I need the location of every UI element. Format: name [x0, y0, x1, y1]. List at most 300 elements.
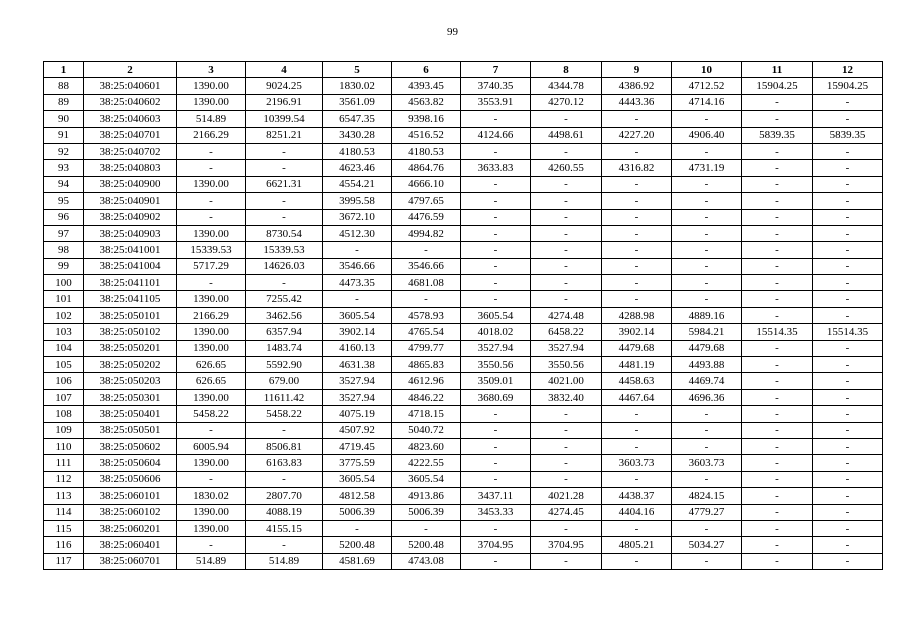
table-cell-col-10: 4479.68: [672, 340, 742, 356]
table-cell-col-10: -: [672, 193, 742, 209]
table-cell-col-8: -: [531, 438, 602, 454]
table-cell-col-12: -: [813, 275, 883, 291]
table-cell-col-3: 1390.00: [177, 389, 246, 405]
table-cell-col-12: -: [813, 488, 883, 504]
table-cell-col-4: 514.89: [246, 553, 323, 569]
table-cell-col-3: 1390.00: [177, 176, 246, 192]
table-row: [44, 275, 883, 291]
table-cell-col-9: -: [602, 438, 672, 454]
table-cell-col-8: -: [531, 258, 602, 274]
table-cell-col-10: 5034.27: [672, 537, 742, 553]
table-cell-col-7: 3704.95: [461, 537, 531, 553]
table-row: [44, 324, 883, 340]
table-cell-col-12: -: [813, 373, 883, 389]
table-cell-col-2: 38:25:050401: [84, 406, 177, 422]
table-row: [44, 504, 883, 520]
table-cell-col-2: 38:25:040903: [84, 225, 177, 241]
table-cell-col-1: 99: [44, 258, 84, 274]
table-cell-col-2: 38:25:050501: [84, 422, 177, 438]
table-cell-col-11: -: [742, 537, 813, 553]
table-cell-col-3: 2166.29: [177, 307, 246, 323]
table-cell-col-7: -: [461, 143, 531, 159]
table-cell-col-11: -: [742, 373, 813, 389]
table-cell-col-3: 1390.00: [177, 291, 246, 307]
table-cell-col-5: 3775.59: [323, 455, 392, 471]
column-header-12: 12: [813, 62, 883, 78]
table-cell-col-8: -: [531, 225, 602, 241]
table-cell-col-11: -: [742, 193, 813, 209]
table-cell-col-9: -: [602, 406, 672, 422]
table-cell-col-6: -: [392, 242, 461, 258]
table-cell-col-10: -: [672, 225, 742, 241]
table-cell-col-8: -: [531, 406, 602, 422]
table-cell-col-4: 2196.91: [246, 94, 323, 110]
table-cell-col-8: 3527.94: [531, 340, 602, 356]
table-cell-col-3: 1390.00: [177, 455, 246, 471]
table-cell-col-1: 102: [44, 307, 84, 323]
table-cell-col-2: 38:25:050101: [84, 307, 177, 323]
table-cell-col-12: 15904.25: [813, 78, 883, 94]
table-row: [44, 488, 883, 504]
table-cell-col-11: -: [742, 225, 813, 241]
table-cell-col-12: -: [813, 504, 883, 520]
table-cell-col-11: -: [742, 406, 813, 422]
table-cell-col-3: -: [177, 422, 246, 438]
table-row: [44, 193, 883, 209]
table-cell-col-6: 3605.54: [392, 471, 461, 487]
table-cell-col-5: 1830.02: [323, 78, 392, 94]
table-cell-col-12: -: [813, 357, 883, 373]
table-cell-col-6: 4765.54: [392, 324, 461, 340]
table-cell-col-3: 514.89: [177, 111, 246, 127]
table-cell-col-3: 1390.00: [177, 324, 246, 340]
table-cell-col-6: 4666.10: [392, 176, 461, 192]
table-cell-col-2: 38:25:040701: [84, 127, 177, 143]
table-cell-col-11: -: [742, 160, 813, 176]
table-cell-col-9: -: [602, 291, 672, 307]
table-cell-col-1: 103: [44, 324, 84, 340]
table-cell-col-8: -: [531, 471, 602, 487]
table-cell-col-11: 5839.35: [742, 127, 813, 143]
table-cell-col-5: 3430.28: [323, 127, 392, 143]
table-cell-col-7: 3453.33: [461, 504, 531, 520]
table-cell-col-10: 4731.19: [672, 160, 742, 176]
table-cell-col-3: -: [177, 160, 246, 176]
table-cell-col-3: 1390.00: [177, 504, 246, 520]
table-cell-col-6: -: [392, 520, 461, 536]
table-cell-col-6: 4516.52: [392, 127, 461, 143]
table-cell-col-2: 38:25:041004: [84, 258, 177, 274]
table-cell-col-3: 5717.29: [177, 258, 246, 274]
table-cell-col-9: 4479.68: [602, 340, 672, 356]
table-cell-col-12: -: [813, 520, 883, 536]
table-cell-col-11: -: [742, 258, 813, 274]
table-cell-col-10: 4889.16: [672, 307, 742, 323]
table-cell-col-10: -: [672, 422, 742, 438]
table-cell-col-10: -: [672, 209, 742, 225]
table-cell-col-9: 4443.36: [602, 94, 672, 110]
table-cell-col-7: -: [461, 553, 531, 569]
table-cell-col-11: -: [742, 340, 813, 356]
table-cell-col-1: 88: [44, 78, 84, 94]
table-cell-col-9: 4458.63: [602, 373, 672, 389]
table-cell-col-4: 10399.54: [246, 111, 323, 127]
table-cell-col-10: 3603.73: [672, 455, 742, 471]
table-cell-col-6: 4681.08: [392, 275, 461, 291]
column-header-2: 2: [84, 62, 177, 78]
page-number: 99: [447, 26, 458, 38]
table-cell-col-2: 38:25:050102: [84, 324, 177, 340]
table-cell-col-10: 4906.40: [672, 127, 742, 143]
table-cell-col-5: 3995.58: [323, 193, 392, 209]
table-cell-col-1: 97: [44, 225, 84, 241]
table-cell-col-4: -: [246, 275, 323, 291]
table-cell-col-6: 5200.48: [392, 537, 461, 553]
table-cell-col-9: 3902.14: [602, 324, 672, 340]
column-header-5: 5: [323, 62, 392, 78]
table-cell-col-5: -: [323, 242, 392, 258]
table-cell-col-3: 1390.00: [177, 78, 246, 94]
table-cell-col-8: 3704.95: [531, 537, 602, 553]
table-cell-col-7: 3437.11: [461, 488, 531, 504]
table-cell-col-8: -: [531, 553, 602, 569]
table-cell-col-9: -: [602, 225, 672, 241]
table-cell-col-1: 94: [44, 176, 84, 192]
table-cell-col-12: 5839.35: [813, 127, 883, 143]
table-cell-col-2: 38:25:060102: [84, 504, 177, 520]
table-cell-col-3: 626.65: [177, 373, 246, 389]
table-cell-col-2: 38:25:040603: [84, 111, 177, 127]
table-cell-col-5: 4473.35: [323, 275, 392, 291]
table-cell-col-5: 4075.19: [323, 406, 392, 422]
table-cell-col-5: -: [323, 520, 392, 536]
table-cell-col-11: -: [742, 291, 813, 307]
table-cell-col-8: -: [531, 143, 602, 159]
table-cell-col-1: 113: [44, 488, 84, 504]
table-cell-col-7: -: [461, 258, 531, 274]
table-cell-col-11: -: [742, 209, 813, 225]
table-cell-col-10: -: [672, 176, 742, 192]
table-cell-col-12: -: [813, 176, 883, 192]
table-cell-col-11: -: [742, 504, 813, 520]
table-cell-col-5: 3672.10: [323, 209, 392, 225]
table-cell-col-3: 5458.22: [177, 406, 246, 422]
table-cell-col-10: 4779.27: [672, 504, 742, 520]
table-row: [44, 78, 883, 94]
table-cell-col-7: -: [461, 209, 531, 225]
table-cell-col-9: -: [602, 258, 672, 274]
table-cell-col-7: -: [461, 225, 531, 241]
table-cell-col-12: -: [813, 307, 883, 323]
table-cell-col-5: 3527.94: [323, 373, 392, 389]
table-cell-col-10: 4696.36: [672, 389, 742, 405]
table-cell-col-1: 109: [44, 422, 84, 438]
table-cell-col-8: -: [531, 193, 602, 209]
table-cell-col-1: 92: [44, 143, 84, 159]
table-cell-col-7: -: [461, 242, 531, 258]
table-cell-col-4: -: [246, 471, 323, 487]
table-row: [44, 209, 883, 225]
table-cell-col-1: 101: [44, 291, 84, 307]
table-cell-col-3: 1830.02: [177, 488, 246, 504]
table-cell-col-9: -: [602, 193, 672, 209]
table-cell-col-5: 4180.53: [323, 143, 392, 159]
table-cell-col-1: 89: [44, 94, 84, 110]
table-cell-col-5: 4507.92: [323, 422, 392, 438]
table-cell-col-2: 38:25:041001: [84, 242, 177, 258]
table-cell-col-8: 4021.00: [531, 373, 602, 389]
table-cell-col-11: 15904.25: [742, 78, 813, 94]
table-cell-col-5: 5200.48: [323, 537, 392, 553]
table-cell-col-12: -: [813, 389, 883, 405]
table-cell-col-5: 4631.38: [323, 357, 392, 373]
table-cell-col-11: 15514.35: [742, 324, 813, 340]
table-cell-col-1: 105: [44, 357, 84, 373]
table-cell-col-9: -: [602, 176, 672, 192]
table-cell-col-3: -: [177, 193, 246, 209]
table-row: [44, 537, 883, 553]
table-cell-col-2: 38:25:040803: [84, 160, 177, 176]
table-cell-col-3: -: [177, 209, 246, 225]
table-cell-col-3: 2166.29: [177, 127, 246, 143]
table-cell-col-7: 3553.91: [461, 94, 531, 110]
table-cell-col-11: -: [742, 143, 813, 159]
table-cell-col-11: -: [742, 242, 813, 258]
table-cell-col-8: -: [531, 455, 602, 471]
table-cell-col-5: 3902.14: [323, 324, 392, 340]
table-cell-col-6: 4222.55: [392, 455, 461, 471]
table-cell-col-9: -: [602, 520, 672, 536]
table-cell-col-9: 4805.21: [602, 537, 672, 553]
table-cell-col-5: 4554.21: [323, 176, 392, 192]
table-cell-col-8: -: [531, 291, 602, 307]
table-cell-col-2: 38:25:041105: [84, 291, 177, 307]
table-cell-col-12: -: [813, 258, 883, 274]
table-cell-col-10: -: [672, 143, 742, 159]
table-cell-col-2: 38:25:050201: [84, 340, 177, 356]
table-cell-col-4: 4088.19: [246, 504, 323, 520]
table-cell-col-9: -: [602, 143, 672, 159]
table-cell-col-4: 6357.94: [246, 324, 323, 340]
table-cell-col-1: 96: [44, 209, 84, 225]
table-cell-col-8: 3550.56: [531, 357, 602, 373]
table-cell-col-2: 38:25:040902: [84, 209, 177, 225]
table-row: [44, 225, 883, 241]
table-cell-col-12: -: [813, 225, 883, 241]
table-cell-col-5: 3605.54: [323, 471, 392, 487]
table-cell-col-6: 9398.16: [392, 111, 461, 127]
column-header-6: 6: [392, 62, 461, 78]
table-cell-col-2: 38:25:040602: [84, 94, 177, 110]
table-cell-col-11: -: [742, 553, 813, 569]
table-cell-col-8: 4270.12: [531, 94, 602, 110]
table-cell-col-6: 4393.45: [392, 78, 461, 94]
table-cell-col-6: 5006.39: [392, 504, 461, 520]
table-cell-col-12: -: [813, 291, 883, 307]
table-cell-col-9: 4481.19: [602, 357, 672, 373]
table-cell-col-10: -: [672, 438, 742, 454]
table-cell-col-7: -: [461, 471, 531, 487]
table-row: [44, 455, 883, 471]
table-cell-col-5: 3527.94: [323, 389, 392, 405]
table-cell-col-1: 115: [44, 520, 84, 536]
table-cell-col-1: 111: [44, 455, 84, 471]
table-cell-col-7: -: [461, 455, 531, 471]
column-header-9: 9: [602, 62, 672, 78]
table-cell-col-7: -: [461, 111, 531, 127]
table-cell-col-4: 679.00: [246, 373, 323, 389]
table-cell-col-10: -: [672, 258, 742, 274]
table-cell-col-7: -: [461, 520, 531, 536]
table-cell-col-2: 38:25:050301: [84, 389, 177, 405]
table-cell-col-1: 110: [44, 438, 84, 454]
table-cell-col-10: 4714.16: [672, 94, 742, 110]
table-cell-col-6: 5040.72: [392, 422, 461, 438]
table-cell-col-8: -: [531, 176, 602, 192]
table-cell-col-5: 4812.58: [323, 488, 392, 504]
table-cell-col-2: 38:25:050202: [84, 357, 177, 373]
table-cell-col-10: -: [672, 111, 742, 127]
table-cell-col-6: 4913.86: [392, 488, 461, 504]
table-cell-col-10: -: [672, 471, 742, 487]
table-cell-col-6: 4865.83: [392, 357, 461, 373]
table-cell-col-6: 4476.59: [392, 209, 461, 225]
table-row: [44, 242, 883, 258]
table-cell-col-11: -: [742, 357, 813, 373]
table-cell-col-2: 38:25:040601: [84, 78, 177, 94]
table-cell-col-9: -: [602, 471, 672, 487]
table-row: [44, 258, 883, 274]
table-cell-col-9: 4227.20: [602, 127, 672, 143]
table-cell-col-12: -: [813, 111, 883, 127]
table-cell-col-7: -: [461, 422, 531, 438]
table-row: [44, 406, 883, 422]
table-cell-col-6: 4743.08: [392, 553, 461, 569]
table-cell-col-7: -: [461, 275, 531, 291]
table-cell-col-1: 90: [44, 111, 84, 127]
table-cell-col-11: -: [742, 389, 813, 405]
table-cell-col-3: -: [177, 143, 246, 159]
table-row: [44, 471, 883, 487]
table-cell-col-9: 4316.82: [602, 160, 672, 176]
table-cell-col-7: 3740.35: [461, 78, 531, 94]
table-cell-col-9: -: [602, 209, 672, 225]
table-cell-col-7: 4124.66: [461, 127, 531, 143]
table-cell-col-5: 3546.66: [323, 258, 392, 274]
table-cell-col-11: -: [742, 94, 813, 110]
table-cell-col-4: -: [246, 160, 323, 176]
table-cell-col-1: 114: [44, 504, 84, 520]
table-cell-col-4: 7255.42: [246, 291, 323, 307]
table-cell-col-5: 4581.69: [323, 553, 392, 569]
table-row: [44, 160, 883, 176]
table-cell-col-5: 4512.30: [323, 225, 392, 241]
table-cell-col-9: -: [602, 111, 672, 127]
table-cell-col-12: -: [813, 94, 883, 110]
table-cell-col-1: 104: [44, 340, 84, 356]
table-cell-col-7: 3633.83: [461, 160, 531, 176]
table-cell-col-11: -: [742, 471, 813, 487]
table-cell-col-4: 5592.90: [246, 357, 323, 373]
table-cell-col-8: -: [531, 242, 602, 258]
table-row: [44, 291, 883, 307]
table-cell-col-1: 93: [44, 160, 84, 176]
table-cell-col-1: 107: [44, 389, 84, 405]
table-cell-col-8: 4260.55: [531, 160, 602, 176]
table-cell-col-11: -: [742, 455, 813, 471]
table-cell-col-6: 4612.96: [392, 373, 461, 389]
table-cell-col-1: 95: [44, 193, 84, 209]
column-header-1: 1: [44, 62, 84, 78]
table-cell-col-11: -: [742, 111, 813, 127]
table-cell-col-9: 3603.73: [602, 455, 672, 471]
table-cell-col-7: -: [461, 291, 531, 307]
column-header-8: 8: [531, 62, 602, 78]
table-cell-col-10: -: [672, 242, 742, 258]
table-cell-col-11: -: [742, 307, 813, 323]
table-cell-col-2: 38:25:050602: [84, 438, 177, 454]
table-cell-col-8: 4344.78: [531, 78, 602, 94]
table-cell-col-9: 4467.64: [602, 389, 672, 405]
table-cell-col-3: 1390.00: [177, 94, 246, 110]
table-cell-col-7: -: [461, 438, 531, 454]
table-cell-col-11: -: [742, 275, 813, 291]
table-cell-col-9: -: [602, 553, 672, 569]
table-cell-col-12: -: [813, 537, 883, 553]
table-cell-col-5: 4719.45: [323, 438, 392, 454]
table-cell-col-4: 5458.22: [246, 406, 323, 422]
table-cell-col-3: -: [177, 275, 246, 291]
table-cell-col-4: -: [246, 422, 323, 438]
table-cell-col-7: -: [461, 406, 531, 422]
table-cell-col-6: 4180.53: [392, 143, 461, 159]
table-cell-col-1: 98: [44, 242, 84, 258]
table-cell-col-8: 4498.61: [531, 127, 602, 143]
table-cell-col-3: 1390.00: [177, 520, 246, 536]
table-cell-col-6: -: [392, 291, 461, 307]
table-cell-col-9: 4386.92: [602, 78, 672, 94]
table-cell-col-2: 38:25:041101: [84, 275, 177, 291]
data-table: [43, 61, 883, 570]
table-cell-col-4: -: [246, 537, 323, 553]
table-cell-col-4: 8506.81: [246, 438, 323, 454]
table-cell-col-3: -: [177, 537, 246, 553]
table-cell-col-1: 106: [44, 373, 84, 389]
table-cell-col-6: 4718.15: [392, 406, 461, 422]
table-cell-col-7: -: [461, 193, 531, 209]
table-cell-col-8: 4021.28: [531, 488, 602, 504]
table-cell-col-10: -: [672, 553, 742, 569]
table-cell-col-2: 38:25:040901: [84, 193, 177, 209]
table-cell-col-5: 6547.35: [323, 111, 392, 127]
table-cell-col-1: 117: [44, 553, 84, 569]
table-cell-col-6: 4823.60: [392, 438, 461, 454]
table-cell-col-4: 4155.15: [246, 520, 323, 536]
table-cell-col-5: 3605.54: [323, 307, 392, 323]
table-cell-col-3: 15339.53: [177, 242, 246, 258]
table-cell-col-7: 4018.02: [461, 324, 531, 340]
table-row: [44, 176, 883, 192]
table-cell-col-7: 3509.01: [461, 373, 531, 389]
table-cell-col-6: 4864.76: [392, 160, 461, 176]
table-cell-col-5: 4160.13: [323, 340, 392, 356]
table-row: [44, 422, 883, 438]
table-cell-col-4: 2807.70: [246, 488, 323, 504]
table-cell-col-10: -: [672, 520, 742, 536]
table-cell-col-7: 3550.56: [461, 357, 531, 373]
table-cell-col-4: 9024.25: [246, 78, 323, 94]
table-cell-col-6: 4799.77: [392, 340, 461, 356]
